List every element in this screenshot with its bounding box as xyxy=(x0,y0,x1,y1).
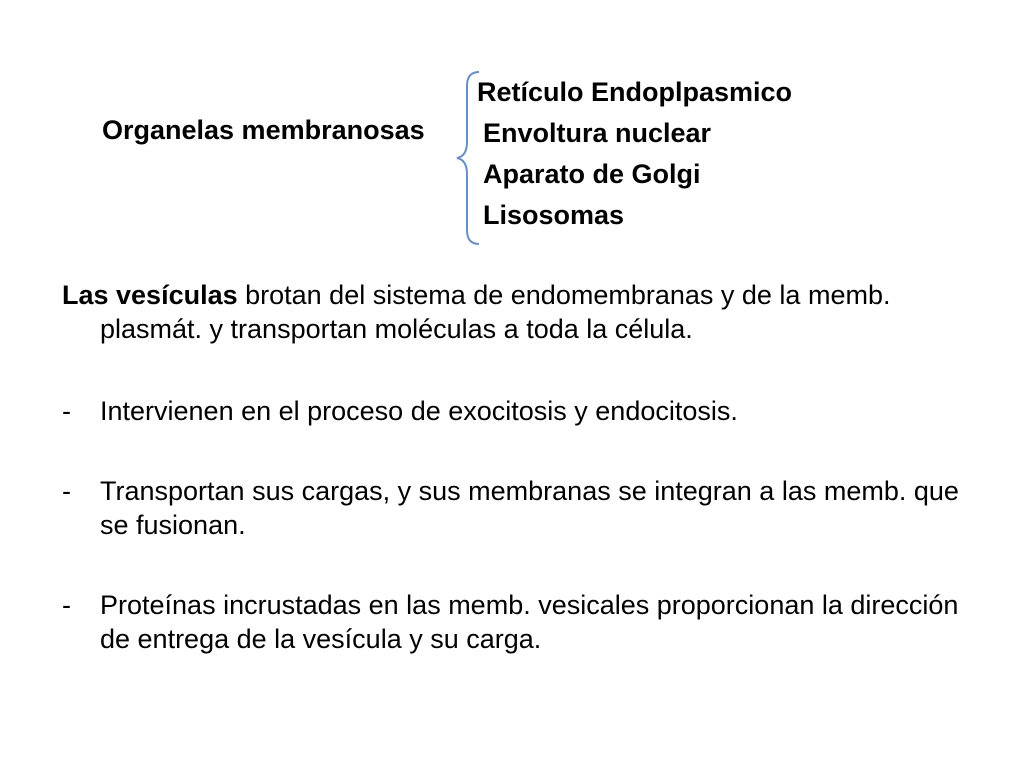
body-text xyxy=(62,278,962,702)
organelle-list xyxy=(477,72,792,236)
organelle-item: Envoltura nuclear xyxy=(483,118,712,148)
intro-paragraph xyxy=(62,278,962,346)
organelle-item: Retículo Endoplpasmico xyxy=(477,77,793,107)
bullet-item xyxy=(62,474,962,542)
bullet-dash: - xyxy=(62,590,71,620)
bullet-item xyxy=(62,394,962,428)
bullet-dash: - xyxy=(62,396,71,426)
bullet-dash: - xyxy=(62,476,71,506)
organelle-item: Aparato de Golgi xyxy=(483,159,701,189)
bullet-text: Transportan sus cargas, y sus membranas se integran a las memb. que se fusionan. xyxy=(100,476,959,540)
organelle-group-label: Organelas membranosas xyxy=(102,115,425,145)
intro-bold-term: Las vesículas xyxy=(62,280,238,310)
bullet-text: Intervienen en el proceso de exocitosis y endocitosis. xyxy=(100,396,738,426)
intro-rest: brotan del sistema de endomembranas y de la memb. plasmát. y transportan moléculas a toda la célula. xyxy=(100,280,891,344)
bullet-item xyxy=(62,588,962,656)
bullet-text: Proteínas incrustadas en las memb. vesicales proporcionan la dirección de entrega de la vesícula y su carga. xyxy=(100,590,959,654)
organelle-item: Lisosomas xyxy=(483,200,625,230)
